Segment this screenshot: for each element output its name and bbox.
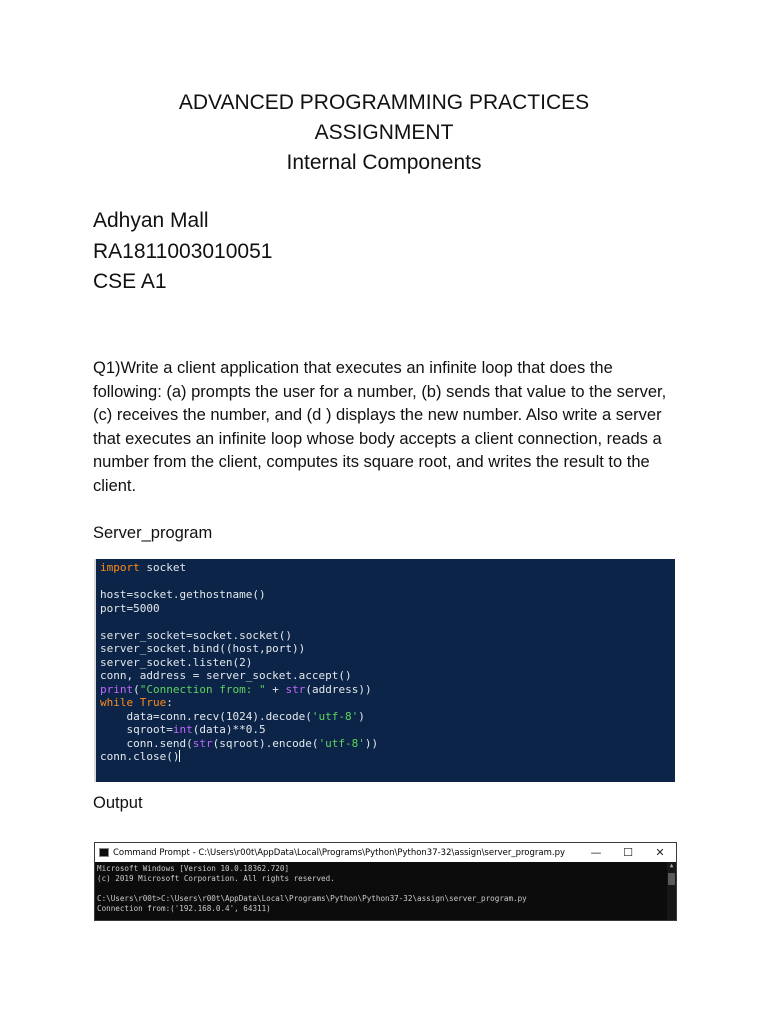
- terminal-titlebar: [95, 843, 676, 862]
- code-string: "Connection from: ": [139, 682, 266, 696]
- terminal-line: (c) 2019 Microsoft Corporation. All rights reserved.: [97, 874, 335, 883]
- window-controls: [580, 843, 676, 862]
- code-line: [100, 561, 675, 575]
- code-line: [100, 696, 675, 710]
- text-cursor: [179, 750, 180, 762]
- code-line: port=5000: [100, 601, 160, 615]
- code-text: ): [358, 709, 365, 723]
- code-text: sqroot=: [100, 723, 173, 736]
- document-title: [0, 88, 768, 178]
- code-text: (sqroot).encode(: [212, 736, 319, 750]
- author-name: Adhyan Mall: [93, 209, 209, 232]
- terminal-scrollbar: [667, 862, 676, 920]
- terminal-line: Connection from:('192.168.0.4', 64311): [97, 904, 271, 913]
- class-section: CSE A1: [93, 270, 167, 293]
- code-text: (data)**0.5: [192, 723, 266, 736]
- question-text: Q1)Write a client application that executes an infinite loop that does the following: (a) prompts the user for a number, (b) sends that value to the server, (c) receives the number, and (d ) displays the new number. Also write a server that executes an infinite loop whose body accepts a client connection, reads a number from the client, computes its square root, and writes the result to the client.: [93, 359, 667, 495]
- code-text: (: [133, 682, 140, 696]
- terminal-title: Command Prompt - C:\Users\r00t\AppData\Local\Programs\Python\Python37-32\assign\server_program.py: [113, 847, 565, 858]
- scroll-up-arrow-icon: ▲: [669, 862, 674, 869]
- code-line: server_socket.listen(2): [100, 655, 253, 669]
- terminal-app-icon: [99, 848, 109, 857]
- code-screenshot: [94, 559, 675, 782]
- terminal-line: Microsoft Windows [Version 10.0.18362.720]: [97, 864, 290, 873]
- scrollbar-thumb: [668, 873, 675, 885]
- code-line: [100, 683, 675, 697]
- code-text: :: [166, 696, 173, 709]
- code-keyword: while: [100, 696, 134, 709]
- code-line-blank: [100, 615, 675, 629]
- code-text: (address)): [305, 682, 372, 696]
- code-line: server_socket=socket.socket(): [100, 628, 293, 642]
- title-line-2: ASSIGNMENT: [314, 121, 454, 144]
- code-keyword: import: [100, 561, 140, 574]
- code-line: server_socket.bind((host,port)): [100, 642, 306, 655]
- code-builtin: str: [192, 736, 213, 750]
- code-text: data=conn.recv(1024).decode(: [100, 709, 312, 723]
- code-line: conn, address = server_socket.accept(): [100, 669, 352, 682]
- code-line: [100, 723, 675, 737]
- code-line: host=socket.gethostname(): [100, 588, 266, 601]
- author-info: [93, 206, 272, 298]
- code-builtin: int: [172, 723, 193, 736]
- maximize-icon: ☐: [623, 846, 633, 859]
- code-string: 'utf-8': [311, 709, 359, 723]
- code-string: 'utf-8': [318, 736, 365, 750]
- close-icon: ✕: [655, 846, 665, 859]
- output-label: Output: [93, 794, 143, 812]
- code-text: +: [265, 682, 286, 696]
- code-builtin: str: [285, 682, 306, 696]
- code-text: )): [364, 736, 379, 750]
- registration-number: RA1811003010051: [93, 239, 273, 263]
- minimize-icon: —: [590, 846, 602, 859]
- title-line-1: ADVANCED PROGRAMMING PRACTICES: [178, 91, 590, 114]
- code-line: [100, 710, 675, 724]
- terminal-line: [97, 884, 662, 894]
- terminal-line: C:\Users\r00t>C:\Users\r00t\AppData\Local\Programs\Python\Python37-32\assign\server_program.py: [97, 894, 527, 903]
- title-line-3: Internal Components: [286, 151, 482, 174]
- terminal-output: [95, 862, 676, 914]
- code-line: [100, 750, 675, 764]
- code-text: socket: [139, 561, 187, 574]
- command-prompt-screenshot: [94, 842, 677, 921]
- code-line: [100, 737, 675, 751]
- code-text: conn.send(: [100, 736, 193, 750]
- code-builtin: print: [100, 682, 134, 696]
- server-program-label: Server_program: [93, 524, 213, 542]
- code-keyword: True: [133, 696, 167, 709]
- code-text: conn.close(): [100, 750, 180, 763]
- code-line-blank: [100, 575, 675, 589]
